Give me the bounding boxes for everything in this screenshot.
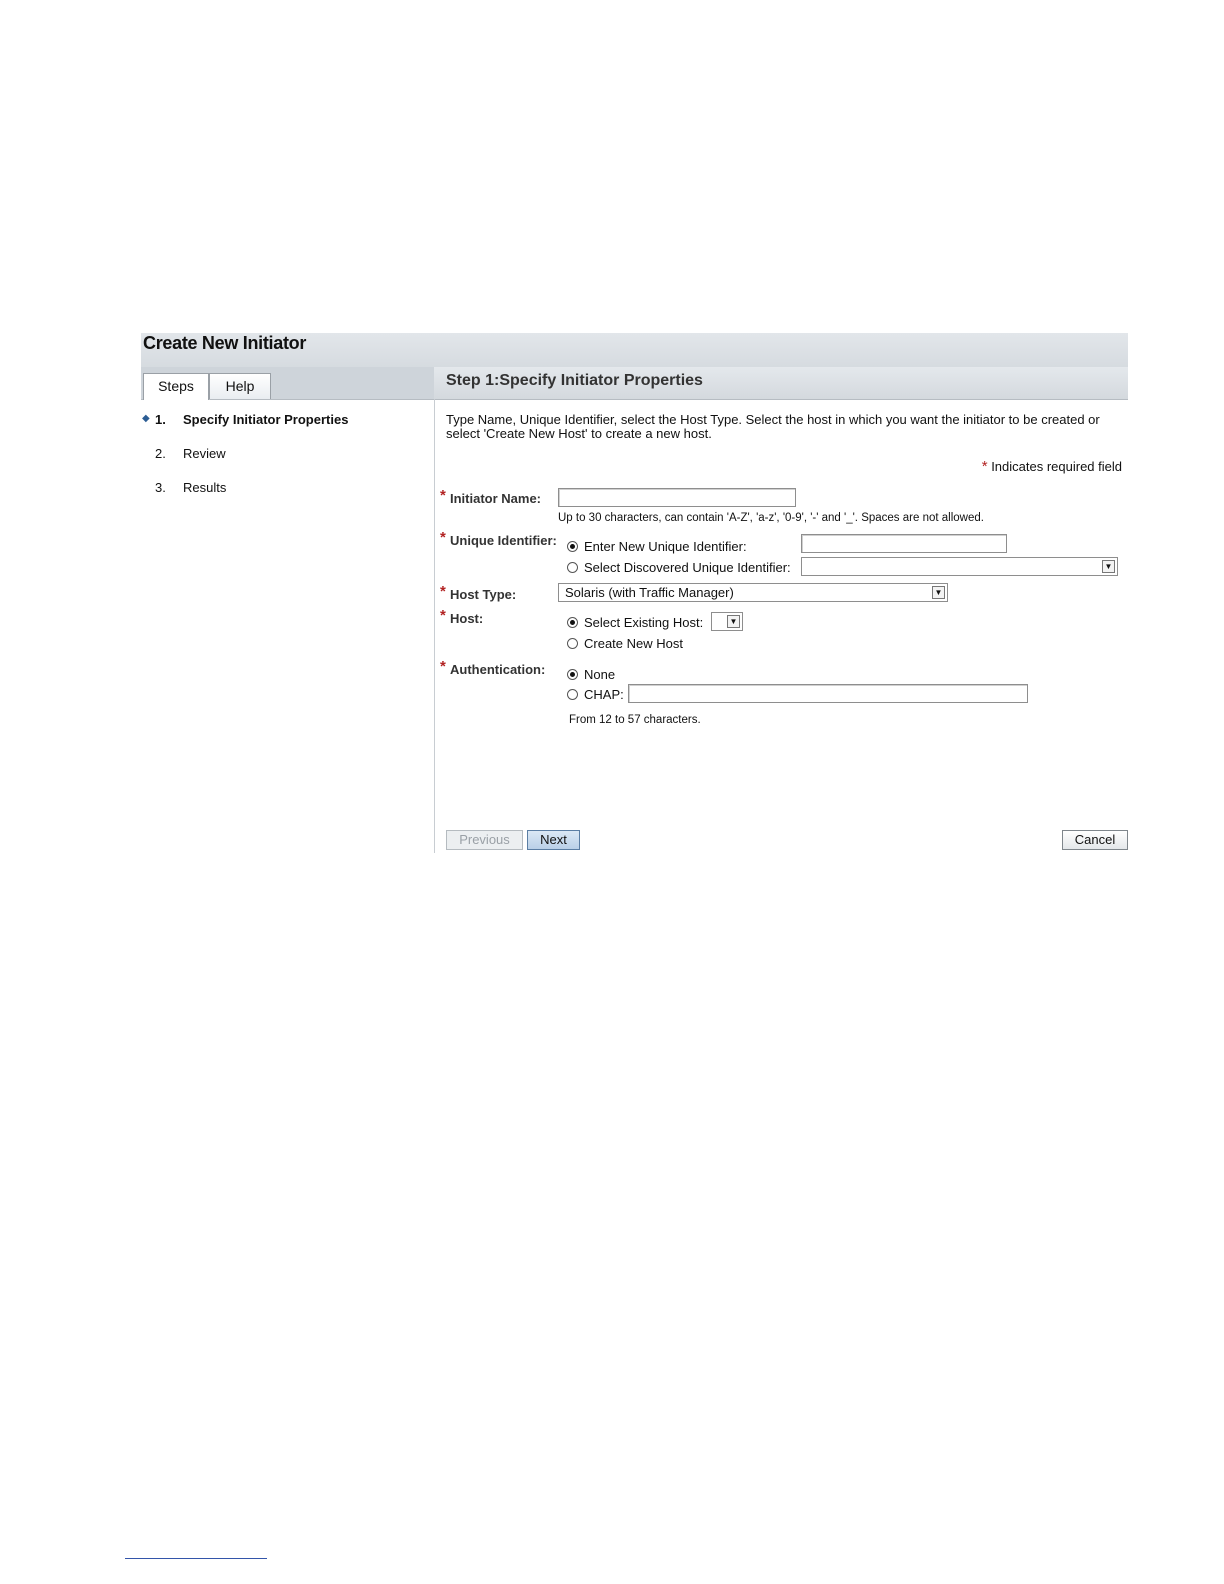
host-type-label <box>440 583 517 602</box>
unique-id-discovered-label: Select Discovered Unique Identifier: <box>584 560 791 575</box>
unique-identifier-label <box>440 529 557 548</box>
wizard-title-bar <box>141 333 1128 367</box>
step-number: 2. <box>155 446 166 461</box>
host-create-option[interactable] <box>567 636 683 654</box>
authentication-label-text: Authentication: <box>450 662 546 677</box>
auth-chap-label: CHAP: <box>584 687 624 702</box>
host-type-value: Solaris (with Traffic Manager) <box>565 585 734 600</box>
chap-secret-input[interactable] <box>628 684 1028 703</box>
chevron-down-icon[interactable]: ▼ <box>932 586 945 599</box>
host-label-text: Host: <box>450 611 484 626</box>
arrow-right-icon: ◆ <box>142 413 150 424</box>
required-star: * <box>440 529 446 546</box>
previous-button[interactable]: Previous <box>446 830 523 850</box>
host-create-label: Create New Host <box>584 636 683 651</box>
tab-help[interactable]: Help <box>209 373 271 399</box>
step-item-specify-properties[interactable] <box>141 412 434 432</box>
step-label: Specify Initiator Properties <box>183 412 349 427</box>
initiator-name-label <box>440 487 542 506</box>
required-note-text: Indicates required field <box>991 459 1122 474</box>
host-label <box>440 607 484 626</box>
step-label: Review <box>183 446 226 461</box>
footnote-rule <box>125 1558 267 1559</box>
auth-none-option[interactable] <box>567 667 615 685</box>
auth-chap-radio[interactable] <box>567 689 578 700</box>
unique-id-new-radio[interactable] <box>567 541 578 552</box>
auth-none-label: None <box>584 667 616 682</box>
initiator-name-hint: Up to 30 characters, can contain 'A-Z', 'a-z', '0-9', '-' and '_'. Spaces are not allowed. <box>558 512 984 524</box>
host-existing-option[interactable] <box>567 615 703 633</box>
unique-identifier-label-text: Unique Identifier: <box>450 533 557 548</box>
host-existing-radio[interactable] <box>567 617 578 628</box>
steps-tab-bar <box>141 367 434 400</box>
chevron-down-icon[interactable]: ▼ <box>727 615 740 628</box>
initiator-name-input[interactable] <box>558 488 796 507</box>
required-star: * <box>440 487 446 504</box>
step-number: 3. <box>155 480 166 495</box>
unique-id-discovered-select[interactable] <box>801 557 1118 576</box>
step-label: Results <box>183 480 227 495</box>
next-button[interactable]: Next <box>527 830 580 850</box>
tab-steps[interactable]: Steps <box>143 373 209 400</box>
instructions-text: Type Name, Unique Identifier, select the Host Type. Select the host in which you want the initiator to be created or select 'Create New Host' to create a new host. <box>446 412 1100 441</box>
unique-id-discovered-radio[interactable] <box>567 562 578 573</box>
step-item-results[interactable] <box>141 480 434 500</box>
step-number: 1. <box>155 412 166 427</box>
panel-divider <box>434 399 435 853</box>
host-existing-label: Select Existing Host: <box>584 615 704 630</box>
unique-id-new-label: Enter New Unique Identifier: <box>584 539 747 554</box>
host-type-label-text: Host Type: <box>450 587 517 602</box>
authentication-label <box>440 658 546 677</box>
required-star: * <box>440 583 446 600</box>
unique-id-discovered-option[interactable] <box>567 560 791 578</box>
step-content <box>440 399 1128 853</box>
host-type-select[interactable] <box>558 583 948 602</box>
auth-chap-option[interactable] <box>567 687 624 705</box>
host-create-radio[interactable] <box>567 638 578 649</box>
required-star: * <box>440 607 446 624</box>
chevron-down-icon[interactable]: ▼ <box>1102 560 1115 573</box>
step-item-review[interactable] <box>141 446 434 466</box>
required-star: * <box>440 658 446 675</box>
unique-id-new-option[interactable] <box>567 539 747 557</box>
initiator-name-label-text: Initiator Name: <box>450 491 542 506</box>
required-star: * <box>981 458 988 475</box>
step-header <box>434 367 1128 400</box>
host-existing-select[interactable] <box>711 612 743 631</box>
unique-id-new-input[interactable] <box>801 534 1007 553</box>
wizard-title: Create New Initiator <box>143 333 307 353</box>
required-field-note <box>982 458 1122 475</box>
step-title: Step 1:Specify Initiator Properties <box>446 372 703 389</box>
cancel-button[interactable]: Cancel <box>1062 830 1128 850</box>
create-initiator-wizard <box>141 333 1128 853</box>
auth-none-radio[interactable] <box>567 669 578 680</box>
chap-hint: From 12 to 57 characters. <box>569 714 701 726</box>
